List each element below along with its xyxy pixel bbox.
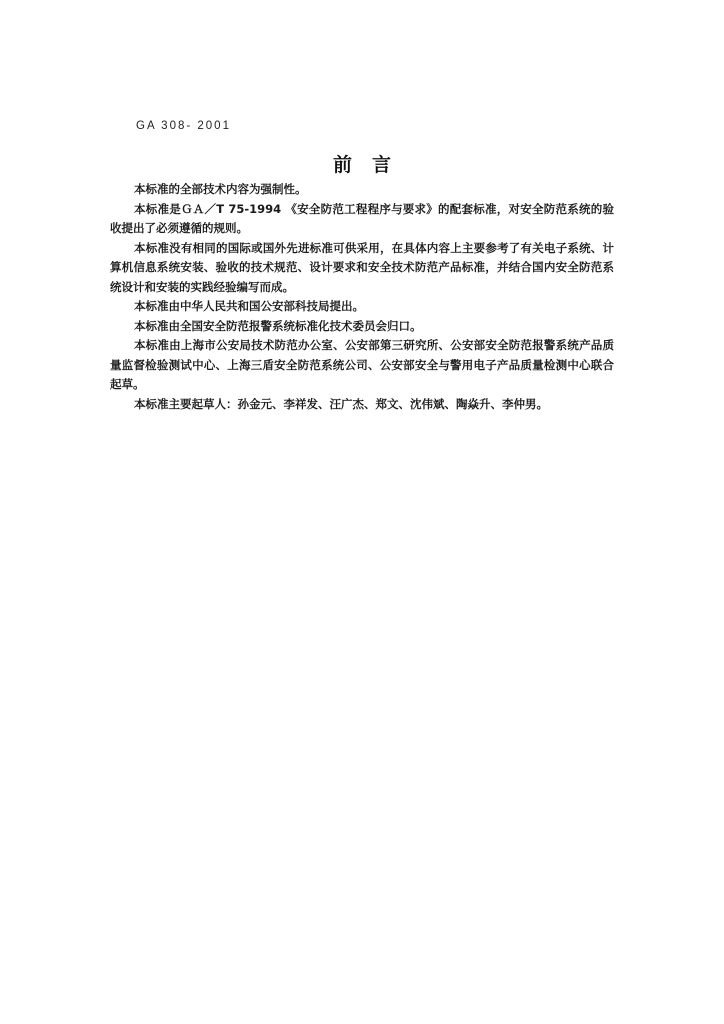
paragraph-drafters: 本标准主要起草人：孙金元、李祥发、汪广杰、郑文、沈伟斌、陶焱升、李仲男。 [134, 396, 548, 411]
paragraph-committee: 本标准由全国安全防范报警系统标准化技术委员会归口。 [134, 318, 422, 333]
paragraph-references: 本标准没有相同的国际或国外先进标准可供采用，在具体内容上主要参考了有关电子系统、计算机信息系统安装、验收的技术规范、设计要求和安全技术防范产品标准，并结合国内安全防范系统设计和安装的实践经验编写而成。 [110, 240, 614, 294]
document-code: GA 308- 2001 [136, 120, 231, 132]
paragraph-mandatory: 本标准的全部技术内容为强制性。 [134, 182, 307, 196]
paragraph-proposer: 本标准由中华人民共和国公安部科技局提出。 [134, 299, 364, 313]
page-title: 前言 [332, 154, 411, 176]
foreword-body [110, 180, 614, 414]
paragraph-drafting-units: 本标准由上海市公安局技术防范办公室、公安部第三研究所、公安部安全防范报警系统产品质量监督检验测试中心、上海三盾安全防范系统公司、公安部安全与警用电子产品质量检测中心联合起草。 [110, 338, 614, 391]
paragraph-companion-standard: 本标准是ＧＡ／T 75-1994 《安全防范工程程序与要求》的配套标准，对安全防范系统的验收提出了必须遵循的规则。 [110, 201, 614, 235]
